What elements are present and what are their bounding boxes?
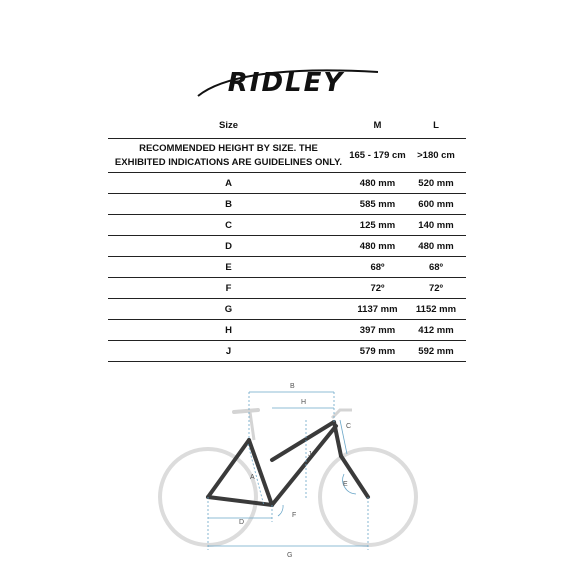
table-row-f: [108, 278, 466, 299]
row-value-l: 68º: [406, 257, 466, 278]
row-label: G: [108, 299, 349, 320]
dimension-lines: [208, 392, 368, 550]
row-value-m: 72º: [349, 278, 406, 299]
frame: [208, 422, 368, 505]
table-row-h: [108, 320, 466, 341]
row-value-l: 520 mm: [406, 173, 466, 194]
seat-tube: [249, 440, 272, 505]
row-value-l: 592 mm: [406, 341, 466, 362]
row-value-m: 480 mm: [349, 236, 406, 257]
row-label: D: [108, 236, 349, 257]
table-row-d: [108, 236, 466, 257]
row-value-m: 1137 mm: [349, 299, 406, 320]
row-label: C: [108, 215, 349, 236]
row-label: E: [108, 257, 349, 278]
row-label: A: [108, 173, 349, 194]
header-m: M: [349, 112, 406, 139]
row-label: F: [108, 278, 349, 299]
label-e: E: [343, 481, 348, 488]
recommended-height-l: >180 cm: [406, 139, 466, 173]
ext-line-top: [249, 392, 334, 440]
row-value-l: 412 mm: [406, 320, 466, 341]
row-value-l: 480 mm: [406, 236, 466, 257]
row-value-l: 72º: [406, 278, 466, 299]
row-value-m: 68º: [349, 257, 406, 278]
label-j: J: [308, 451, 312, 458]
recommended-height-line2: EXHIBITED INDICATIONS ARE GUIDELINES ONLY.: [114, 156, 343, 168]
recommended-height-row: [108, 139, 466, 173]
label-a: A: [250, 474, 255, 481]
recommended-height-line1: RECOMMENDED HEIGHT BY SIZE. THE: [139, 142, 318, 154]
label-d: D: [239, 519, 245, 526]
table-row-j: [108, 341, 466, 362]
row-value-m: 480 mm: [349, 173, 406, 194]
saddle: [234, 410, 258, 412]
bike-diagram-svg: [150, 378, 425, 563]
recommended-height-m: 165 - 179 cm: [349, 139, 406, 173]
row-value-m: 397 mm: [349, 320, 406, 341]
table-row-b: [108, 194, 466, 215]
label-b: B: [290, 383, 295, 390]
label-f: F: [292, 512, 297, 519]
table-row-a: [108, 173, 466, 194]
angle-arc-f: [278, 505, 283, 516]
fork: [341, 456, 368, 497]
handlebar: [332, 410, 352, 418]
row-value-l: 600 mm: [406, 194, 466, 215]
row-value-l: 140 mm: [406, 215, 466, 236]
row-value-l: 1152 mm: [406, 299, 466, 320]
down-tube: [272, 426, 336, 505]
row-label: H: [108, 320, 349, 341]
row-value-m: 585 mm: [349, 194, 406, 215]
table-row-e: [108, 257, 466, 278]
bike-geometry-diagram: [150, 378, 425, 563]
table-header-row: [108, 112, 466, 139]
logo-text: RIDLEY: [227, 68, 345, 98]
ridley-logo: [190, 66, 382, 100]
geometry-table: [108, 112, 466, 362]
recommended-height-label: [108, 139, 349, 173]
row-value-m: 125 mm: [349, 215, 406, 236]
row-value-m: 579 mm: [349, 341, 406, 362]
label-c: C: [346, 423, 352, 430]
row-label: J: [108, 341, 349, 362]
header-size: Size: [108, 112, 349, 139]
table-row-g: [108, 299, 466, 320]
label-g: G: [287, 552, 293, 559]
seatpost: [250, 412, 254, 440]
header-l: L: [406, 112, 466, 139]
label-h: H: [301, 399, 307, 406]
row-label: B: [108, 194, 349, 215]
table-row-c: [108, 215, 466, 236]
